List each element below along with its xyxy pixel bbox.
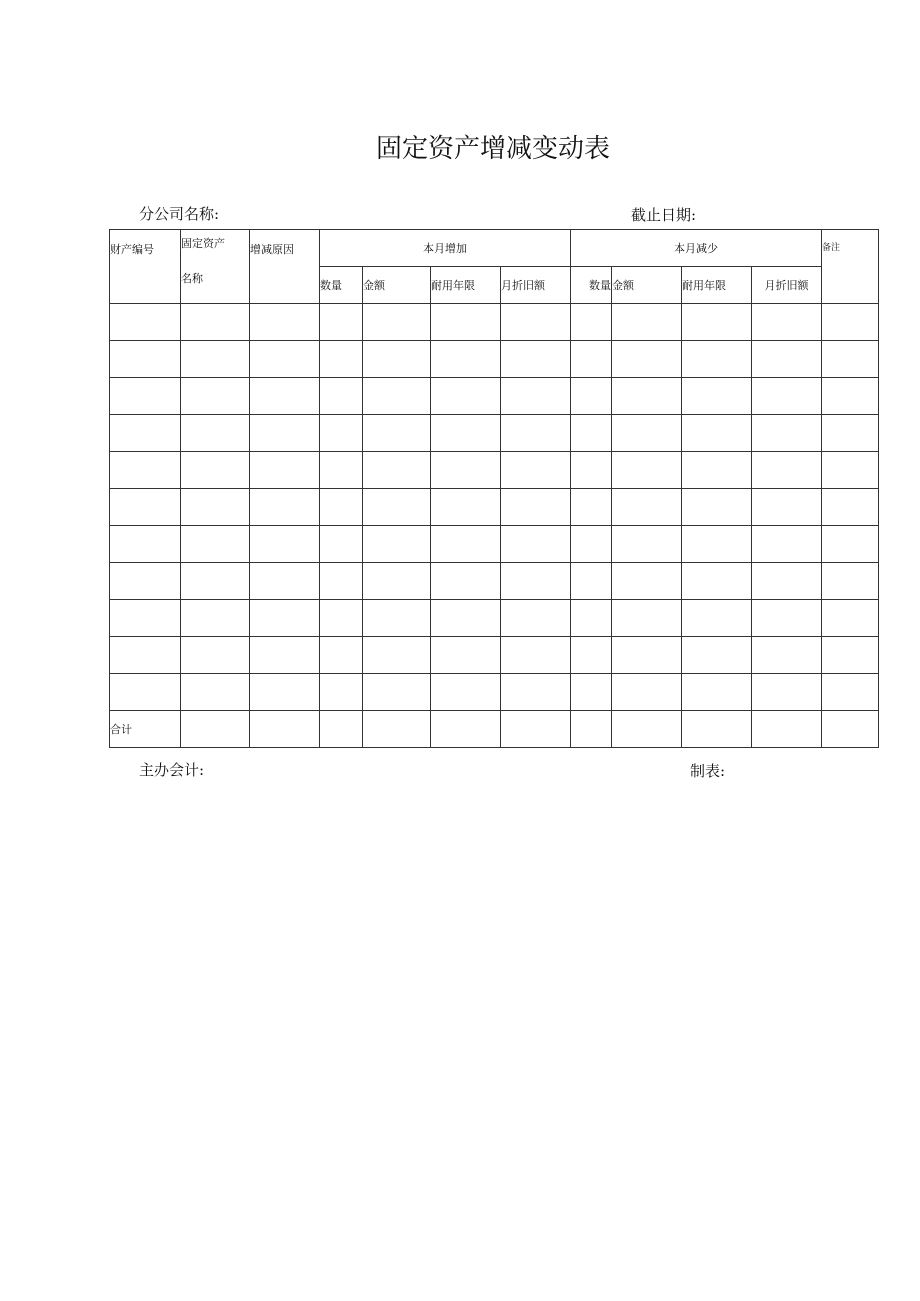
table-cell[interactable]	[181, 415, 250, 452]
cutoff-date-label: 截止日期:	[631, 206, 697, 224]
table-cell[interactable]	[320, 674, 363, 711]
table-cell[interactable]	[682, 637, 752, 674]
table-cell[interactable]	[110, 600, 181, 637]
table-cell[interactable]	[110, 489, 181, 526]
chief-accountant-label: 主办会计:	[139, 761, 205, 779]
table-cell[interactable]	[181, 304, 250, 341]
table-cell[interactable]	[363, 674, 431, 711]
table-cell[interactable]	[612, 341, 682, 378]
table-cell[interactable]	[612, 637, 682, 674]
header-increase-amount: 金额	[363, 267, 431, 304]
header-asset-name-line1: 固定资产	[181, 237, 225, 250]
table-cell[interactable]	[431, 304, 501, 341]
table-cell[interactable]	[571, 378, 612, 415]
table-cell[interactable]	[320, 452, 363, 489]
table-cell[interactable]	[752, 600, 822, 637]
table-cell[interactable]	[682, 452, 752, 489]
table-cell[interactable]	[752, 415, 822, 452]
table-cell[interactable]	[250, 526, 320, 563]
header-decrease-life: 耐用年限	[682, 267, 752, 304]
header-increase-life: 耐用年限	[431, 267, 501, 304]
table-cell[interactable]	[571, 637, 612, 674]
table-cell[interactable]	[363, 415, 431, 452]
table-cell[interactable]	[822, 341, 879, 378]
table-cell[interactable]	[822, 304, 879, 341]
table-cell[interactable]	[250, 563, 320, 600]
table-cell[interactable]	[110, 378, 181, 415]
table-cell[interactable]	[250, 341, 320, 378]
header-reason: 增减原因	[250, 230, 320, 304]
table-row	[110, 378, 879, 415]
table-cell[interactable]	[752, 452, 822, 489]
table-cell[interactable]	[181, 637, 250, 674]
preparer-label: 制表:	[690, 762, 726, 780]
table-cell[interactable]	[181, 341, 250, 378]
table-cell[interactable]	[612, 600, 682, 637]
table-cell[interactable]	[363, 341, 431, 378]
header-decrease-depr: 月折旧额	[752, 267, 822, 304]
table-cell[interactable]	[431, 378, 501, 415]
table-cell[interactable]	[571, 415, 612, 452]
table-cell[interactable]	[363, 452, 431, 489]
table-cell[interactable]	[682, 711, 752, 748]
table-cell[interactable]	[501, 341, 571, 378]
header-decrease-amount: 金额	[612, 267, 682, 304]
table-cell[interactable]	[752, 711, 822, 748]
table-cell[interactable]	[320, 600, 363, 637]
table-cell[interactable]	[110, 304, 181, 341]
table-cell[interactable]	[181, 526, 250, 563]
table-cell[interactable]	[363, 711, 431, 748]
table-cell[interactable]	[501, 526, 571, 563]
header-decrease-qty: 数量	[571, 267, 612, 304]
table-cell[interactable]	[110, 452, 181, 489]
table-cell[interactable]	[181, 452, 250, 489]
table-cell[interactable]	[822, 600, 879, 637]
table-cell[interactable]	[431, 637, 501, 674]
table-cell[interactable]	[571, 711, 612, 748]
table-cell[interactable]	[320, 637, 363, 674]
table-cell[interactable]	[110, 674, 181, 711]
table-cell[interactable]	[181, 600, 250, 637]
table-cell[interactable]	[682, 526, 752, 563]
table-row	[110, 637, 879, 674]
table-cell[interactable]	[822, 489, 879, 526]
header-asset-name-line2: 名称	[181, 272, 203, 285]
table-cell[interactable]	[110, 526, 181, 563]
table-cell[interactable]	[612, 304, 682, 341]
header-increase-group: 本月增加	[320, 230, 571, 267]
table-cell[interactable]	[320, 304, 363, 341]
table-cell[interactable]	[320, 341, 363, 378]
table-cell[interactable]	[682, 304, 752, 341]
table-cell[interactable]	[501, 600, 571, 637]
page-title: 固定资产增减变动表	[375, 134, 610, 164]
table-cell[interactable]	[752, 341, 822, 378]
table-cell[interactable]	[822, 452, 879, 489]
table-cell[interactable]	[822, 563, 879, 600]
table-cell[interactable]	[363, 489, 431, 526]
table-cell[interactable]	[571, 489, 612, 526]
table-cell[interactable]	[682, 341, 752, 378]
table-cell[interactable]	[181, 563, 250, 600]
table-cell[interactable]	[571, 526, 612, 563]
table-cell[interactable]	[822, 526, 879, 563]
table-cell[interactable]	[612, 489, 682, 526]
table-cell[interactable]	[571, 304, 612, 341]
table-cell[interactable]	[431, 674, 501, 711]
table-cell[interactable]	[250, 711, 320, 748]
table-cell[interactable]	[612, 378, 682, 415]
table-cell[interactable]	[431, 489, 501, 526]
table-row	[110, 452, 879, 489]
table-cell[interactable]	[320, 489, 363, 526]
table-row	[110, 489, 879, 526]
table-cell[interactable]	[682, 600, 752, 637]
table-cell[interactable]	[612, 452, 682, 489]
table-cell[interactable]	[181, 674, 250, 711]
table-row	[110, 600, 879, 637]
table-cell[interactable]	[431, 526, 501, 563]
table-cell[interactable]	[250, 304, 320, 341]
table-cell[interactable]	[431, 341, 501, 378]
table-cell[interactable]	[612, 415, 682, 452]
header-remarks: 备注	[822, 230, 879, 304]
table-cell[interactable]	[250, 452, 320, 489]
table-cell[interactable]	[752, 526, 822, 563]
table-cell[interactable]	[110, 563, 181, 600]
table-cell[interactable]	[320, 711, 363, 748]
table-cell[interactable]	[181, 711, 250, 748]
branch-name-label: 分公司名称:	[139, 205, 220, 223]
table-cell[interactable]	[612, 674, 682, 711]
table-cell[interactable]	[320, 526, 363, 563]
table-cell[interactable]	[181, 378, 250, 415]
table-cell[interactable]	[501, 637, 571, 674]
table-cell[interactable]	[431, 711, 501, 748]
table-cell[interactable]	[110, 637, 181, 674]
table-cell[interactable]	[571, 563, 612, 600]
header-decrease-group: 本月减少	[571, 230, 822, 267]
table-row	[110, 415, 879, 452]
table-cell[interactable]	[363, 378, 431, 415]
table-cell[interactable]	[320, 415, 363, 452]
table-cell[interactable]	[320, 563, 363, 600]
total-row	[110, 711, 879, 748]
table-cell[interactable]	[501, 452, 571, 489]
header-asset-id: 财产编号	[110, 230, 181, 304]
table-cell[interactable]	[250, 415, 320, 452]
table-cell[interactable]	[752, 637, 822, 674]
table-cell[interactable]	[682, 674, 752, 711]
table-cell[interactable]	[682, 489, 752, 526]
table-cell[interactable]	[501, 304, 571, 341]
table-cell[interactable]	[501, 563, 571, 600]
table-cell[interactable]	[571, 674, 612, 711]
header-asset-name	[181, 230, 250, 304]
table-row	[110, 674, 879, 711]
table-cell[interactable]	[822, 637, 879, 674]
table-cell[interactable]	[181, 489, 250, 526]
table-cell[interactable]	[822, 378, 879, 415]
table-row	[110, 341, 879, 378]
table-cell[interactable]	[431, 563, 501, 600]
total-label: 合计	[110, 711, 181, 748]
table-cell[interactable]	[752, 563, 822, 600]
table-cell[interactable]	[250, 378, 320, 415]
table-cell[interactable]	[431, 600, 501, 637]
table-cell[interactable]	[752, 674, 822, 711]
table-cell[interactable]	[612, 526, 682, 563]
header-increase-qty: 数量	[320, 267, 363, 304]
table-cell[interactable]	[431, 452, 501, 489]
table-cell[interactable]	[363, 600, 431, 637]
table-cell[interactable]	[431, 415, 501, 452]
table-cell[interactable]	[682, 415, 752, 452]
table-cell[interactable]	[363, 526, 431, 563]
table-cell[interactable]	[682, 378, 752, 415]
table-cell[interactable]	[363, 304, 431, 341]
table-cell[interactable]	[250, 637, 320, 674]
table-cell[interactable]	[571, 600, 612, 637]
table-cell[interactable]	[250, 489, 320, 526]
table-cell[interactable]	[682, 563, 752, 600]
table-cell[interactable]	[501, 489, 571, 526]
table-cell[interactable]	[822, 674, 879, 711]
table-cell[interactable]	[501, 674, 571, 711]
table-cell[interactable]	[501, 711, 571, 748]
table-cell[interactable]	[822, 711, 879, 748]
table-cell[interactable]	[250, 674, 320, 711]
table-cell[interactable]	[363, 563, 431, 600]
table-cell[interactable]	[110, 415, 181, 452]
table-cell[interactable]	[110, 341, 181, 378]
table-cell[interactable]	[363, 637, 431, 674]
table-cell[interactable]	[752, 304, 822, 341]
table-cell[interactable]	[752, 378, 822, 415]
table-row	[110, 526, 879, 563]
table-cell[interactable]	[501, 378, 571, 415]
table-cell[interactable]	[320, 378, 363, 415]
header-increase-depr: 月折旧额	[501, 267, 571, 304]
table-cell[interactable]	[612, 563, 682, 600]
table-cell[interactable]	[822, 415, 879, 452]
table-cell[interactable]	[612, 711, 682, 748]
table-cell[interactable]	[250, 600, 320, 637]
table-row	[110, 304, 879, 341]
table-cell[interactable]	[752, 489, 822, 526]
asset-change-table	[109, 229, 879, 748]
table-cell[interactable]	[501, 415, 571, 452]
table-row	[110, 563, 879, 600]
table-cell[interactable]	[571, 341, 612, 378]
table-cell[interactable]	[571, 452, 612, 489]
